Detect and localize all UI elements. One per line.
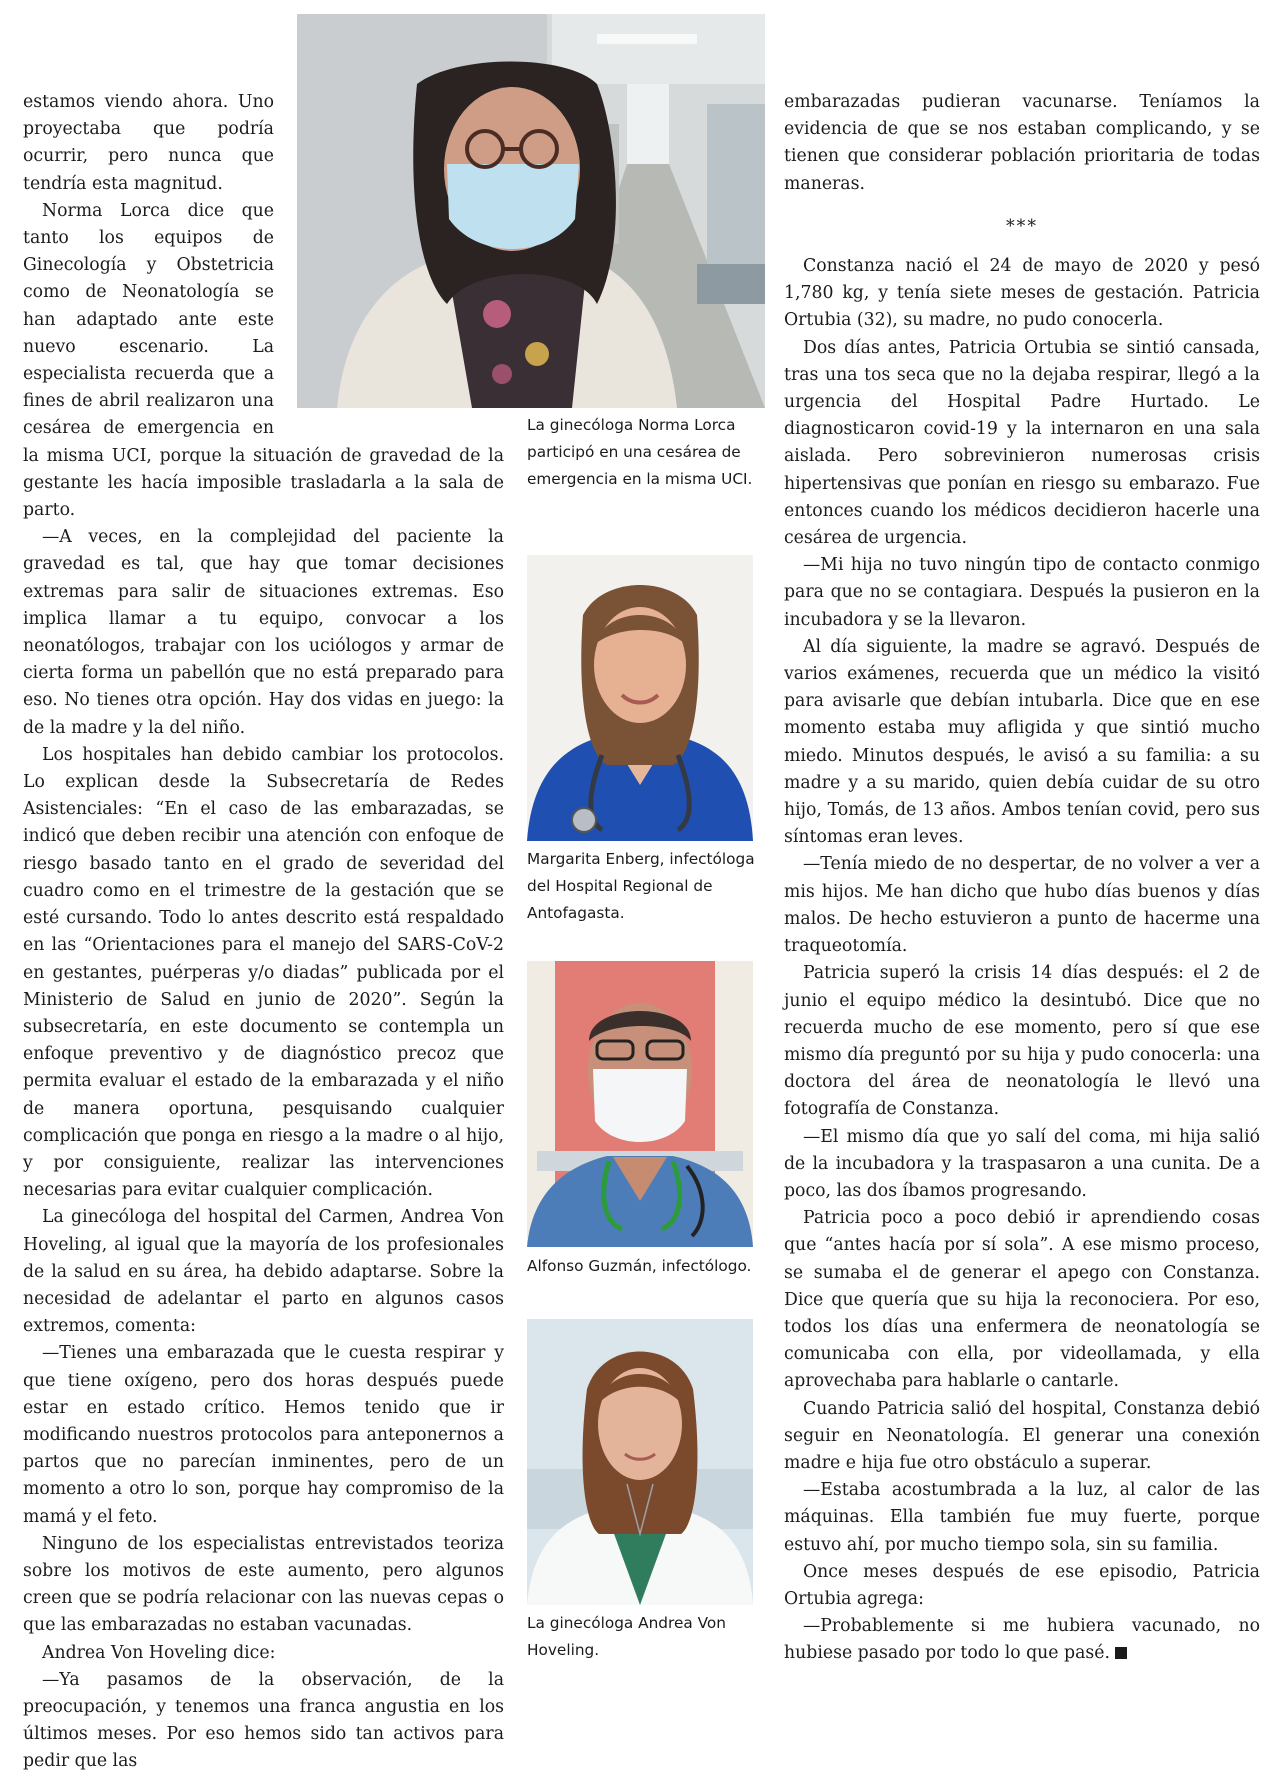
paragraph: —Estaba acostumbrada a la luz, al calor de las máquinas. Ella también fue muy fuerte, porque estuvo ahí, por mucho tiempo sola, sin su familia.	[784, 1480, 1260, 1555]
paragraph: —Tenía miedo de no despertar, de no volver a ver a mis hijos. Me han dicho que hubo días buenos y días malos. De hecho estuvieron a punto de hacerme una traqueotomía.	[784, 854, 1260, 957]
paragraph: —El mismo día que yo salí del coma, mi hija salió de la incubadora y la traspasaron a una cunita. De a poco, las dos íbamos progresando.	[784, 1126, 1260, 1201]
photo-caption: Margarita Enberg, infectóloga del Hospital Regional de Antofagasta.	[527, 850, 755, 922]
paragraph: —A veces, en la complejidad del paciente la gravedad es tal, que hay que tomar decisiones extremas para salir de situaciones extremas. Eso implica llamar a tu equipo, convocar a los neonatólogos, trabajar con los uciólogos y armar de cierta forma un pabellón que no está preparado para eso. No tienes otra opción. Hay dos vidas en juego: la de la madre y la del niño.	[23, 527, 504, 738]
photo-andrea-von-hoveling	[527, 1319, 753, 1605]
paragraph: —Tienes una embarazada que le cuesta respirar y que tiene oxígeno, pero dos horas después puede estar en estado crítico. Hemos tenido que ir modificando nuestros protocolos para anteponernos a partos que no parecían inminentes, pero de un momento a otro lo son, porque hay compromiso de la mamá y el feto.	[23, 1343, 504, 1527]
paragraph: estamos viendo ahora. Uno proyectaba que podría ocurrir, pero nunca que tendría esta magnitud.	[23, 92, 274, 194]
photo-caption: Alfonso Guzmán, infectólogo.	[527, 1257, 752, 1275]
photo-alfonso-guzman	[527, 961, 753, 1247]
paragraph: Patricia poco a poco debió ir aprendiendo cosas que “antes hacía por sí sola”. A ese mismo proceso, se sumaba el de generar el apego con Constanza. Dice que quería que su hija la reconociera. Por eso, todos los días una enfermera de neonatología se comunicaba con ella, por videollamada, y ella aprovechaba para hablarle o cantarle.	[784, 1208, 1260, 1392]
paragraph: Andrea Von Hoveling dice:	[42, 1642, 276, 1663]
paragraph: Norma Lorca dice que tanto los equipos de Ginecología y Obstetricia como de Neonatología se han adaptado ante este nuevo escenario. La especialista recuerda que a fines de abril realizaron una cesárea de emergencia en la misma UCI, porque la situación de gravedad de la gestante les hacía imposible trasladarla a la sala de parto.	[23, 200, 504, 521]
paragraph: Al día siguiente, la madre se agravó. Después de varios exámenes, recuerda que un médico la visitó para avisarle que debían intubarla. Dice que en ese momento estaba muy afligida y que sintió mucho miedo. Minutos después, le avisó a su familia: a su madre y a su marido, quien debía cuidar de su otro hijo, Tomás, de 13 años. Ambos tenían covid, pero sus síntomas eran leves.	[784, 636, 1260, 848]
paragraph: —Mi hija no tuvo ningún tipo de contacto conmigo para que no se contagiara. Después la pusieron en la incubadora y se la llevaron.	[784, 555, 1260, 630]
paragraph: embarazadas pudieran vacunarse. Teníamos la evidencia de que se nos estaban complicando, y se tienen que considerar población prioritaria de todas maneras.	[784, 92, 1260, 194]
paragraph: Los hospitales han debido cambiar los protocolos. Lo explican desde la Subsecretaría de Redes Asistenciales: “En el caso de las embarazadas, se indicó que deben recibir una atención con enfoque de riesgo basado tanto en el grado de severidad del cuadro como en el trimestre de la gestación que se esté cursando. Todo lo antes descrito está respaldado en las “Orientaciones para el manejo del SARS-CoV-2 en gestantes, puérperas y/o diadas” publicada por el Ministerio de Salud en junio de 2020”. Según la subsecretaría, en este documento se contempla un enfoque preventivo y de diagnóstico precoz que permita evaluar el estado de la embarazada y el niño de manera oportuna, pesquisando cualquier complicación que ponga en riesgo a la madre o al hijo, y por consiguiente, realizar las intervenciones necesarias para evitar cualquier complicación.	[23, 744, 504, 1201]
paragraph: Dos días antes, Patricia Ortubia se sintió cansada, tras una tos seca que no la dejaba respirar, llegó a la urgencia del Hospital Padre Hurtado. Le diagnosticaron covid-19 y la internaron en una sala aislada. Pero sobrevinieron numerosas crisis hipertensivas que ponían en riesgo su embarazo. Fue entonces cuando los médicos decidieron hacerle una cesárea de urgencia.	[784, 337, 1260, 549]
end-of-article-mark	[1115, 1647, 1127, 1659]
photo-norma-lorca	[297, 14, 765, 408]
paragraph: Constanza nació el 24 de mayo de 2020 y pesó 1,780 kg, y tenía siete meses de gestación. Patricia Ortubia (32), su madre, no pudo conocerla.	[784, 256, 1260, 331]
photo-caption: La ginecóloga Norma Lorca participó en una cesárea de emergencia en la misma UCI.	[527, 416, 753, 488]
paragraph: Once meses después de ese episodio, Patricia Ortubia agrega:	[784, 1561, 1260, 1609]
paragraph: Cuando Patricia salió del hospital, Constanza debió seguir en Neonatología. El generar una conexión madre e hija fue otro obstáculo a superar.	[784, 1398, 1260, 1473]
paragraph: —Ya pasamos de la observación, de la preocupación, y tenemos una franca angustia en los últimos meses. Por eso hemos sido tan activos para pedir que las	[23, 1669, 504, 1772]
photo-margarita-enberg	[527, 555, 753, 841]
paragraph-text: —Probablemente si me hubiera vacunado, no hubiese pasado por todo lo que pasé.	[784, 1616, 1260, 1664]
right-text-column	[784, 89, 1260, 1668]
paragraph	[784, 1613, 1260, 1667]
section-break: ***	[1006, 216, 1038, 237]
photo-caption: La ginecóloga Andrea Von Hoveling.	[527, 1614, 726, 1659]
paragraph: Ninguno de los especialistas entrevistados teoriza sobre los motivos de este aumento, pero algunos creen que se podría relacionar con las nuevas cepas o que las embarazadas no estaban vacunadas.	[23, 1533, 504, 1636]
paragraph: Patricia superó la crisis 14 días después: el 2 de junio el equipo médico la desintubó. Dice que no recuerda mucho de ese momento, pero sí que ese mismo día preguntó por su hija y pudo conocerla: una doctora del área de neonatología le llevó una fotografía de Constanza.	[784, 963, 1260, 1120]
paragraph: La ginecóloga del hospital del Carmen, Andrea Von Hoveling, al igual que la mayoría de los profesionales de la salud en su área, ha debido adaptarse. Sobre la necesidad de adelantar el parto en algunos casos extremos, comenta:	[23, 1207, 504, 1337]
